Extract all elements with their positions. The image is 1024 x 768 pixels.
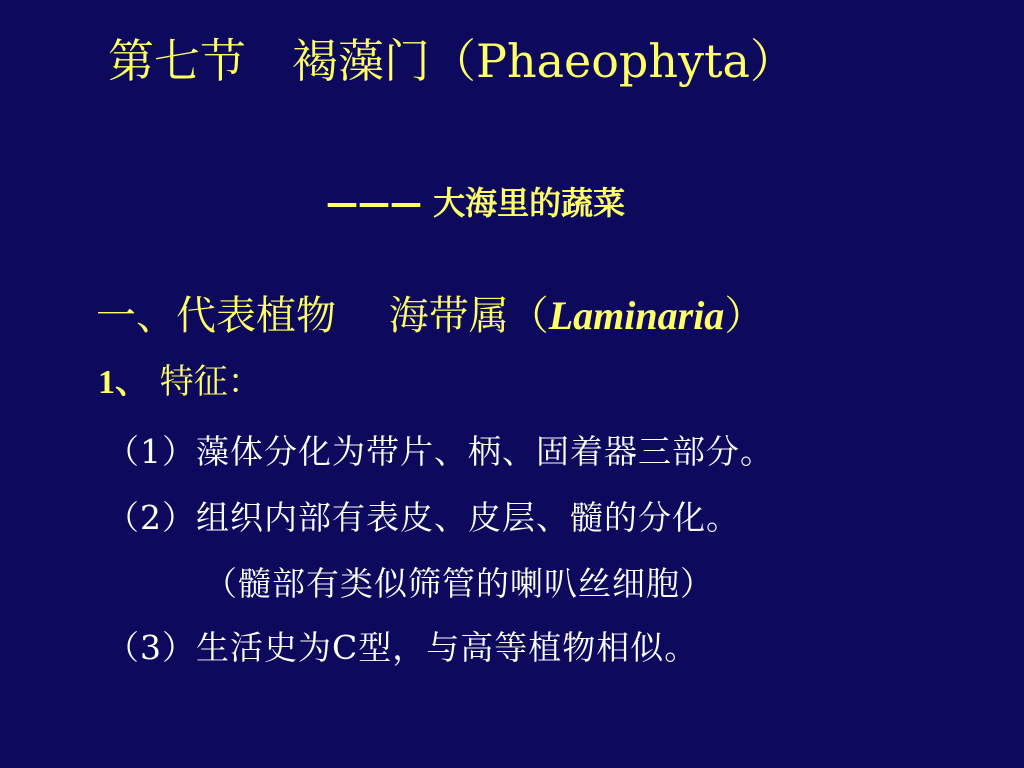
subsection-heading	[98, 364, 262, 401]
section-heading-prefix: 一、代表植物 海带属（	[96, 293, 549, 339]
section-heading	[96, 294, 764, 338]
slide-title: 第七节 褐藻门（Phaeophyta）	[108, 34, 796, 88]
subsection-number: 1、	[98, 364, 149, 401]
section-heading-latin: Laminaria	[548, 293, 725, 338]
feature-item-3: （3）生活史为C型，与高等植物相似。	[106, 628, 699, 667]
feature-item-2-note: （髓部有类似筛管的喇叭丝细胞）	[204, 564, 714, 603]
slide-subtitle: ——— 大海里的蔬菜	[326, 184, 626, 222]
feature-item-2: （2）组织内部有表皮、皮层、髓的分化。	[106, 498, 740, 537]
subsection-label: 特征：	[149, 362, 262, 402]
feature-item-1: （1）藻体分化为带片、柄、固着器三部分。	[106, 432, 774, 471]
section-heading-suffix: ）	[724, 293, 765, 339]
